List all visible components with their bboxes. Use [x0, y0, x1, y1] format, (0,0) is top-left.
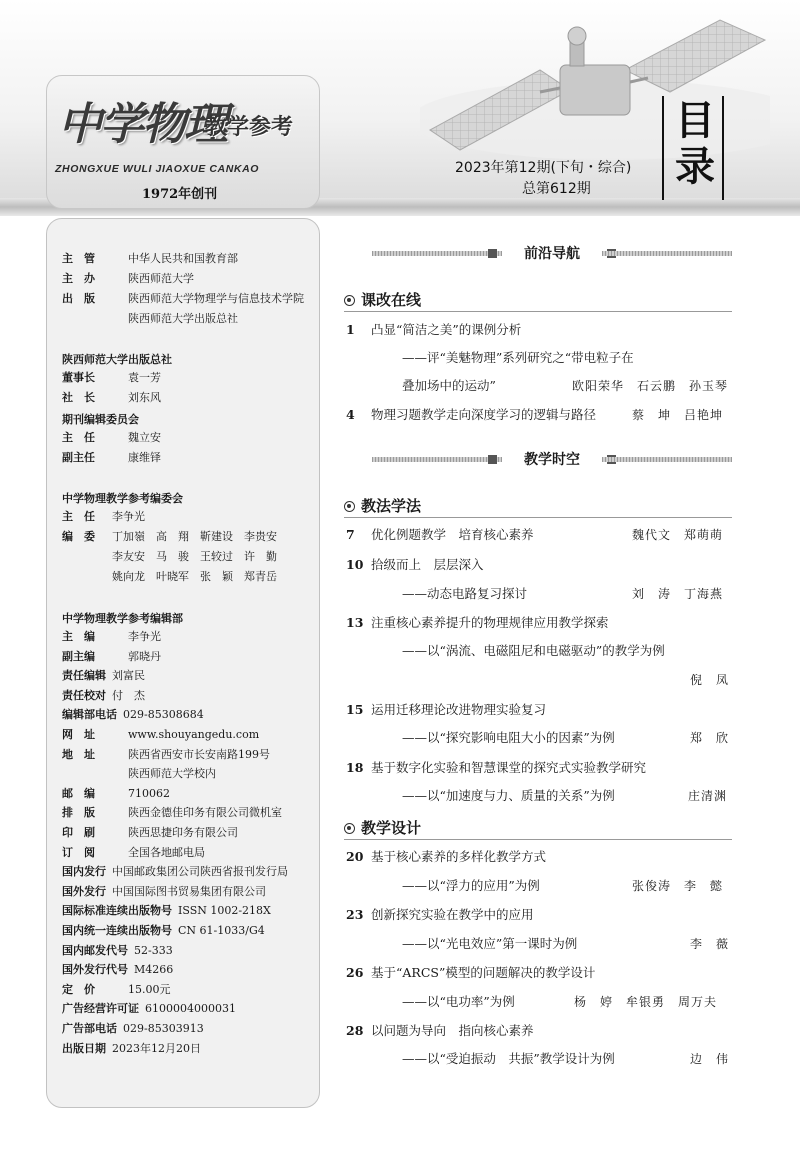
section-bullet-icon — [344, 295, 355, 306]
toc-entry-subtitle: ——以“电功率”为例 — [402, 994, 515, 1009]
masthead-key: 国际标准连续出版物号 — [62, 904, 172, 918]
toc-entry[interactable]: 18 基于数字化实验和智慧课堂的探究式实验教学研究 — [346, 760, 647, 775]
masthead-value: M4266 — [134, 963, 174, 977]
masthead-value: 陕西师范大学校内 — [128, 767, 216, 781]
masthead-row — [128, 767, 216, 781]
banner-frontier — [372, 243, 732, 263]
masthead-row — [62, 649, 161, 664]
masthead-value: CN 61-1033/G4 — [178, 924, 265, 937]
masthead-row — [62, 826, 238, 840]
toc-entry-authors: 倪 凤 — [690, 673, 730, 687]
masthead-key: 责任编辑 — [62, 669, 106, 683]
toc-entry-subtitle: ——以“受迫振动 共振”教学设计为例 — [402, 1051, 615, 1066]
masthead-row: 主 管 中华人民共和国教育部 — [62, 252, 238, 265]
masthead-value: 029-85308684 — [123, 708, 204, 722]
masthead-value: 6100004000031 — [145, 1002, 236, 1016]
section-rule — [344, 311, 732, 312]
masthead-key: 定 价 — [62, 982, 95, 996]
masthead-row — [62, 1022, 204, 1036]
masthead-row — [62, 1002, 236, 1016]
board-heading: 中学物理教学参考编委会 — [62, 492, 183, 505]
toc-entry[interactable]: 23 创新探究实验在教学中的应用 — [346, 907, 534, 922]
toc-entry-authors: 杨 婷 牟银勇 周万夫 — [574, 995, 718, 1009]
masthead-row: 主 任 李争光 — [62, 510, 145, 523]
toc-entry-subtitle: ——以“加速度与力、质量的关系”为例 — [402, 788, 615, 803]
toc-entry[interactable]: 15 运用迁移理论改进物理实验复习 — [346, 702, 547, 717]
toc-entry[interactable]: 26 基于“ARCS”模型的问题解决的教学设计 — [346, 965, 596, 980]
toc-entry-subtitle: ——以“涡流、电磁阻尼和电磁驱动”的教学为例 — [402, 643, 665, 658]
masthead-row: 社 长 刘东风 — [62, 391, 161, 404]
toc-entry-subtitle: ——以“探究影响电阻大小的因素”为例 — [402, 730, 615, 745]
masthead-value: 中国邮政集团公司陕西省报刊发行局 — [112, 865, 288, 879]
banner-label: 教学时空 — [524, 452, 580, 468]
masthead-row — [62, 963, 173, 977]
masthead-row — [62, 689, 145, 703]
masthead-row: 主 任 魏立安 — [62, 431, 161, 444]
toc-entry[interactable]: 4 物理习题教学走向深度学习的逻辑与路径 — [346, 407, 597, 422]
masthead-key: 编辑部电话 — [62, 708, 117, 722]
masthead-key: 订 阅 — [62, 845, 95, 859]
toc-entry-subtitle: ——以“浮力的应用”为例 — [402, 878, 540, 893]
title-rule-left — [662, 96, 664, 200]
masthead-value: 029-85303913 — [123, 1022, 204, 1035]
founded-label: 1972年创刊 — [142, 187, 218, 202]
toc-entry-subtitle: ——动态电路复习探讨 — [402, 586, 528, 601]
masthead-key: 责任校对 — [62, 688, 106, 702]
masthead-key: 国外发行代号 — [62, 963, 128, 977]
logo-pinyin: ZHONGXUE WULI JIAOXUE CANKAO — [55, 163, 260, 175]
toc-entry-authors: 李 薇 — [690, 937, 730, 951]
press-heading: 陕西师范大学出版总社 — [62, 353, 172, 366]
masthead-key: 副主编 — [62, 649, 95, 663]
masthead-row — [62, 1042, 201, 1056]
masthead-value: www.shouyangedu.com — [128, 728, 260, 741]
masthead-key: 邮 编 — [62, 786, 95, 800]
masthead-value: 付 杰 — [112, 688, 145, 702]
section-bullet-icon — [344, 501, 355, 512]
masthead-row — [62, 982, 171, 997]
masthead-key: 国内统一连续出版物号 — [62, 924, 172, 937]
masthead-value: 710062 — [128, 786, 170, 800]
masthead-row — [62, 924, 265, 938]
masthead-value: 陕西思捷印务有限公司 — [128, 826, 238, 839]
toc-entry[interactable]: 13 注重核心素养提升的物理规律应用教学探索 — [346, 615, 609, 630]
toc-entry-authors: 蔡 坤 吕艳坤 — [632, 408, 724, 422]
toc-entry[interactable]: 20 基于核心素养的多样化教学方式 — [346, 849, 547, 864]
toc-entry-authors: 欧阳荣华 石云鹏 孙玉琴 — [572, 379, 729, 393]
issue-total-label: 总第612期 — [522, 181, 591, 197]
masthead-key: 印 刷 — [62, 826, 95, 839]
toc-entry-subtitle: 叠加场中的运动” — [402, 378, 496, 393]
masthead-key: 主 编 — [62, 630, 95, 643]
banner-teaching — [372, 449, 732, 469]
masthead-value: 陕西省西安市长安南路199号 — [128, 747, 270, 761]
dept-heading: 中学物理教学参考编辑部 — [62, 612, 183, 625]
toc-entry-authors: 张俊涛 李 懿 — [632, 879, 724, 893]
section-rule — [344, 517, 732, 518]
masthead-row — [62, 845, 205, 860]
masthead-key: 广告经营许可证 — [62, 1002, 139, 1016]
section-bullet-icon — [344, 823, 355, 834]
toc-entry[interactable]: 1 凸显“简洁之美”的课例分析 — [346, 322, 522, 337]
logo-subtitle: 教学参考 — [205, 115, 294, 140]
masthead-row — [62, 944, 173, 958]
banner-label: 前沿导航 — [524, 246, 580, 262]
masthead-row: 姚向龙 叶晓军 张 颖 郑青岳 — [112, 570, 277, 583]
masthead-value: 郭晓丹 — [128, 649, 161, 663]
toc-entry-authors: 边 伟 — [690, 1052, 730, 1066]
toc-entry-authors: 魏代文 郑萌萌 — [632, 528, 724, 542]
masthead-row: 副主任 康维铎 — [62, 451, 161, 464]
banner-rule — [602, 457, 732, 462]
masthead-key: 国外发行 — [62, 884, 106, 898]
masthead-row — [62, 786, 170, 801]
masthead-row: 编 委 丁加嶺 高 翔 靳建设 李贵安 — [62, 530, 277, 543]
section-heading: 教学设计 — [344, 817, 421, 838]
toc-entry-authors: 庄清渊 — [688, 789, 728, 803]
committee-heading: 期刊编辑委员会 — [62, 413, 139, 426]
toc-entry[interactable]: 28 以问题为导向 指向核心素养 — [346, 1023, 534, 1038]
masthead-value: 全国各地邮电局 — [128, 845, 205, 859]
masthead-key: 网 址 — [62, 728, 95, 741]
masthead-value: 52-333 — [134, 943, 173, 957]
masthead-row — [62, 669, 145, 683]
masthead-value: 李争光 — [128, 630, 161, 643]
masthead-row — [62, 885, 266, 899]
masthead-row: 董事长 袁一芳 — [62, 371, 161, 384]
masthead-row: 主 办 陕西师范大学 — [62, 272, 194, 285]
masthead-row — [62, 806, 282, 820]
section-heading: 课改在线 — [344, 289, 421, 310]
masthead-key: 出版日期 — [62, 1041, 106, 1055]
toc-entry-authors: 刘 涛 丁海燕 — [632, 587, 724, 601]
masthead-value: 15.00元 — [128, 982, 171, 996]
masthead-key: 国内发行 — [62, 865, 106, 879]
section-rule — [344, 839, 732, 840]
masthead-key: 地 址 — [62, 747, 95, 761]
toc-entry-authors: 郑 欣 — [690, 731, 730, 745]
masthead-row — [62, 630, 161, 644]
masthead-key: 广告部电话 — [62, 1022, 117, 1035]
masthead-value: ISSN 1002-218X — [178, 904, 271, 918]
section-heading: 教法学法 — [344, 495, 421, 516]
banner-rule — [602, 251, 732, 256]
masthead-row — [62, 708, 204, 722]
contents-title: 目录 — [675, 98, 715, 190]
masthead-key: 国内邮发代号 — [62, 943, 128, 957]
masthead-row — [62, 728, 260, 742]
masthead-row: 李友安 马 骏 王较过 许 勤 — [112, 550, 277, 563]
masthead-value: 中国国际图书贸易集团有限公司 — [112, 884, 266, 898]
masthead-value: 2023年12月20日 — [112, 1041, 201, 1055]
masthead-value: 陕西金德佳印务有限公司微机室 — [128, 806, 282, 820]
masthead-value: 刘富民 — [112, 669, 145, 683]
toc-entry-subtitle: ——以“光电效应”第一课时为例 — [402, 936, 578, 951]
issue-label: 2023年第12期(下旬・综合) — [455, 160, 632, 176]
masthead-row — [62, 747, 270, 762]
toc-entry-subtitle: ——评“美魅物理”系列研究之“带电粒子在 — [402, 350, 634, 365]
masthead-row — [62, 904, 271, 918]
toc-entry[interactable]: 10 拾级而上 层层深入 — [346, 557, 484, 572]
title-rule-right — [722, 96, 724, 200]
logo-title: 中学物理 — [58, 99, 226, 150]
masthead-row: 出 版 陕西师范大学物理学与信息技术学院 — [62, 292, 304, 305]
toc-entry[interactable]: 7 优化例题教学 培育核心素养 — [346, 527, 534, 542]
masthead-key: 排 版 — [62, 806, 95, 820]
masthead-row — [62, 865, 288, 879]
